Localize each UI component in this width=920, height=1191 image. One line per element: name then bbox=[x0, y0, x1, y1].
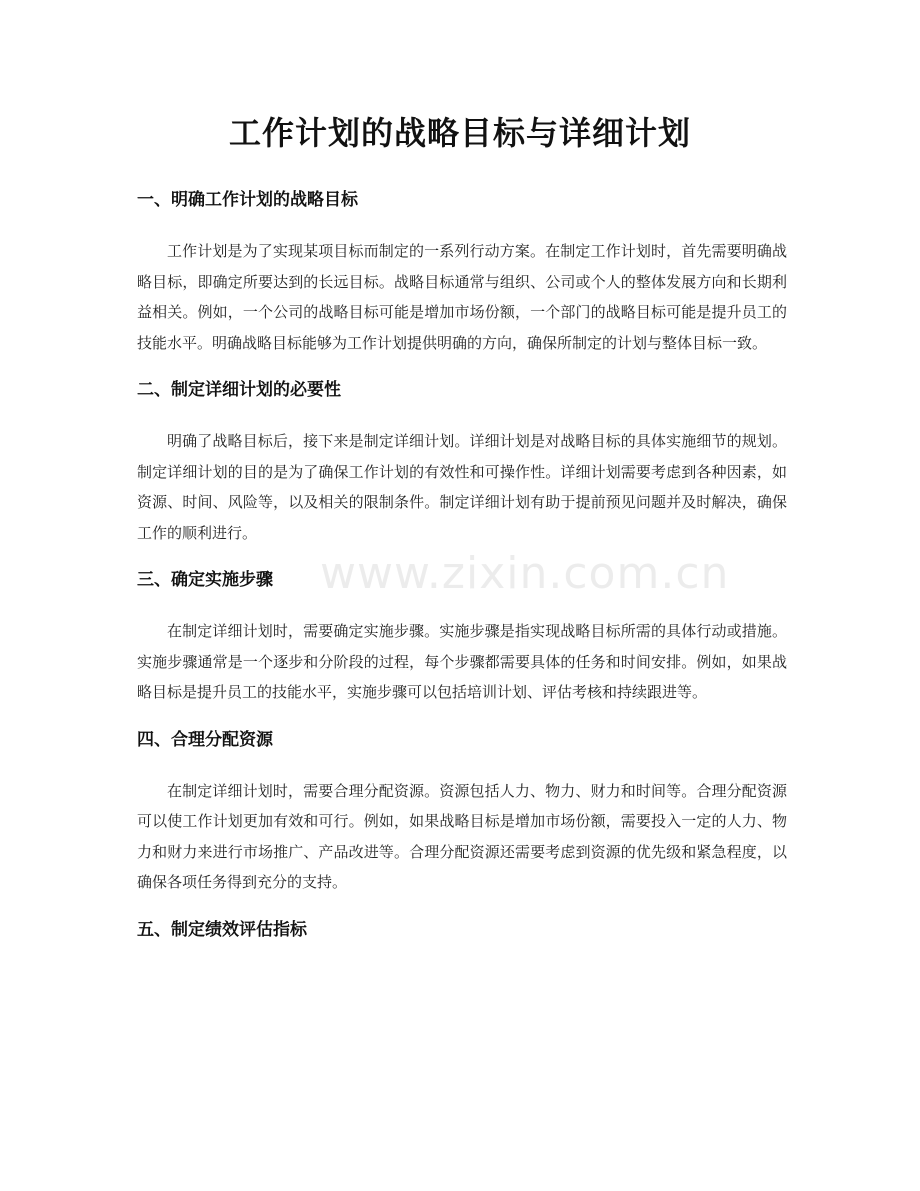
section-3 bbox=[137, 566, 787, 708]
section-heading: 四、合理分配资源 bbox=[137, 729, 273, 750]
document-body bbox=[137, 186, 787, 966]
section-heading: 三、确定实施步骤 bbox=[137, 570, 273, 590]
document-title: 工作计划的战略目标与详细计划 bbox=[228, 114, 691, 152]
section-heading: 一、明确工作计划的战略目标 bbox=[137, 190, 358, 210]
section-1 bbox=[137, 186, 787, 358]
section-paragraph: 工作计划是为了实现某项目标而制定的一系列行动方案。在制定工作计划时，首先需要明确战略目标，即确定所要达到的长远目标。战略目标通常与组织、公司或个人的整体发展方向和长期利益相关。例如，一个公司的战略目标可能是增加市场份额，一个部门的战略目标可能是提升员工的技能水平。明确战略目标能够为工作计划提供明确的方向，确保所制定的计划与整体目标一致。 bbox=[137, 242, 787, 352]
section-2 bbox=[137, 376, 787, 548]
section-paragraph: 明确了战略目标后，接下来是制定详细计划。详细计划是对战略目标的具体实施细节的规划。制定详细计划的目的是为了确保工作计划的有效性和可操作性。详细计划需要考虑到各种因素，如资源、时间、风险等，以及相关的限制条件。制定详细计划有助于提前预见问题并及时解决，确保工作的顺利进行。 bbox=[137, 432, 787, 542]
section-paragraph: 在制定详细计划时，需要确定实施步骤。实施步骤是指实现战略目标所需的具体行动或措施。实施步骤通常是一个逐步和分阶段的过程，每个步骤都需要具体的任务和时间安排。例如，如果战略目标是提升员工的技能水平，实施步骤可以包括培训计划、评估考核和持续跟进等。 bbox=[137, 622, 787, 701]
watermark: www.zixin.com.cn bbox=[320, 548, 730, 599]
section-paragraph: 在制定详细计划时，需要合理分配资源。资源包括人力、物力、财力和时间等。合理分配资源可以使工作计划更加有效和可行。例如，如果战略目标是增加市场份额，需要投入一定的人力、物力和财力来进行市场推广、产品改进等。合理分配资源还需要考虑到资源的优先级和紧急程度，以确保各项任务得到充分的支持。 bbox=[137, 781, 787, 891]
section-4 bbox=[137, 726, 787, 898]
section-heading: 二、制定详细计划的必要性 bbox=[137, 380, 341, 400]
section-5 bbox=[137, 916, 787, 944]
section-heading: 五、制定绩效评估指标 bbox=[137, 919, 307, 940]
